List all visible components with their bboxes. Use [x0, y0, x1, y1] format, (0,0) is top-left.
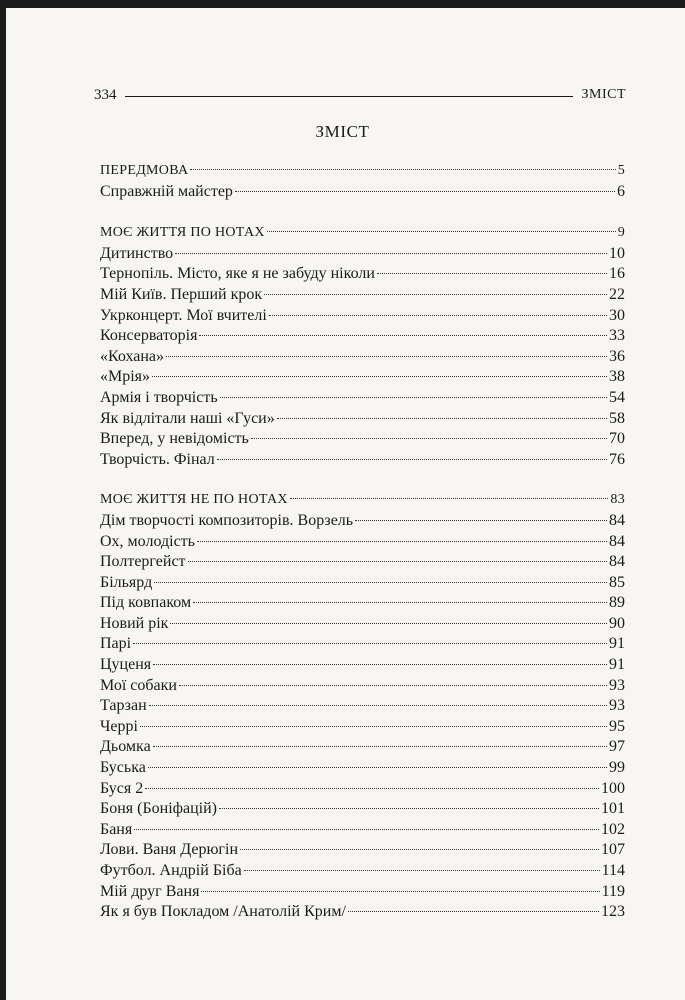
- toc-page-number: 100: [601, 779, 625, 797]
- toc-page-number: 84: [609, 532, 625, 550]
- dot-leader: [199, 335, 607, 336]
- toc-entry-label: Ох, молодість: [100, 532, 195, 550]
- toc-entry-label: Укрконцерт. Мої вчителі: [100, 306, 267, 324]
- running-title: ЗМІСТ: [581, 87, 626, 102]
- page-number: 334: [94, 86, 117, 103]
- toc-page-number: 33: [609, 327, 625, 345]
- toc-part-heading[interactable]: [100, 223, 625, 244]
- dot-leader: [133, 643, 607, 644]
- toc-entry[interactable]: [100, 820, 625, 841]
- toc-entry[interactable]: [100, 347, 625, 368]
- toc-entry[interactable]: [100, 264, 625, 285]
- table-of-contents: [100, 161, 625, 923]
- toc-entry[interactable]: [100, 799, 625, 820]
- running-head: [94, 86, 626, 104]
- dot-leader: [220, 397, 607, 398]
- toc-entry-label: Мої собаки: [100, 676, 177, 694]
- toc-page-number: 107: [601, 841, 625, 859]
- dot-leader: [188, 561, 607, 562]
- toc-entry[interactable]: [100, 285, 625, 306]
- toc-entry[interactable]: [100, 450, 625, 471]
- toc-page-number: 91: [609, 656, 625, 674]
- toc-page-number: 16: [609, 265, 625, 283]
- toc-entry-label: Буська: [100, 759, 146, 777]
- toc-entry-label: Тернопіль. Місто, яке я не забуду ніколи: [100, 265, 375, 283]
- toc-page-number: 101: [601, 800, 625, 818]
- toc-page-number: 93: [609, 676, 625, 694]
- toc-page-number: 102: [601, 820, 625, 838]
- toc-entry-label: Буся 2: [100, 779, 144, 797]
- dot-leader: [377, 273, 607, 274]
- toc-entry-label: Більярд: [100, 573, 153, 591]
- toc-page-number: 83: [610, 492, 625, 508]
- dot-leader: [201, 891, 599, 892]
- dot-leader: [175, 253, 607, 254]
- toc-section: [100, 161, 625, 202]
- toc-entry-label: Тарзан: [100, 697, 147, 715]
- toc-page-number: 99: [609, 759, 625, 777]
- toc-entry-label: ПЕРЕДМОВА: [100, 163, 189, 178]
- dot-leader: [348, 911, 599, 912]
- dot-leader: [240, 849, 599, 850]
- dot-leader: [217, 459, 607, 460]
- toc-entry-label: Справжній майстер: [100, 182, 233, 200]
- toc-page-number: 76: [609, 450, 625, 468]
- toc-page-number: 6: [617, 182, 625, 200]
- toc-part-heading[interactable]: [100, 161, 625, 182]
- toc-entry-label: Консерваторія: [100, 327, 198, 345]
- toc-entry[interactable]: [100, 182, 625, 203]
- dot-leader: [179, 685, 607, 686]
- dot-leader: [134, 829, 599, 830]
- toc-entry-label: Лови. Ваня Дерюгін: [100, 841, 238, 859]
- toc-entry[interactable]: [100, 614, 625, 635]
- toc-entry[interactable]: [100, 717, 625, 738]
- toc-page-number: 90: [609, 614, 625, 632]
- toc-page-number: 58: [609, 409, 625, 427]
- dot-leader: [264, 294, 607, 295]
- toc-page-number: 97: [609, 738, 625, 756]
- toc-page-number: 30: [609, 306, 625, 324]
- toc-entry[interactable]: [100, 326, 625, 347]
- dot-leader: [152, 376, 607, 377]
- toc-page-number: 119: [601, 882, 625, 900]
- toc-page-number: 10: [609, 244, 625, 262]
- toc-entry[interactable]: [100, 655, 625, 676]
- dot-leader: [145, 788, 599, 789]
- toc-page-number: 84: [609, 511, 625, 529]
- dot-leader: [170, 623, 607, 624]
- dot-leader: [219, 808, 599, 809]
- toc-page-number: 36: [609, 347, 625, 365]
- dot-leader: [190, 169, 615, 170]
- toc-entry[interactable]: [100, 861, 625, 882]
- toc-entry-label: «Мрія»: [100, 368, 151, 386]
- dot-leader: [355, 520, 607, 521]
- toc-entry[interactable]: [100, 902, 625, 923]
- toc-entry-label: Черрі: [100, 717, 138, 735]
- toc-entry[interactable]: [100, 388, 625, 409]
- toc-entry[interactable]: [100, 758, 625, 779]
- toc-entry[interactable]: [100, 737, 625, 758]
- toc-entry[interactable]: [100, 552, 625, 573]
- toc-page-number: 84: [609, 553, 625, 571]
- toc-entry-label: Баня: [100, 820, 133, 838]
- toc-entry-label: Творчість. Фінал: [100, 450, 215, 468]
- toc-entry[interactable]: [100, 779, 625, 800]
- toc-entry-label: Цуценя: [100, 656, 152, 674]
- toc-page-number: 114: [601, 862, 625, 879]
- toc-entry[interactable]: [100, 634, 625, 655]
- toc-page-number: 70: [609, 430, 625, 448]
- dot-leader: [277, 418, 607, 419]
- header-rule: [125, 96, 574, 97]
- section-gap: [100, 202, 625, 223]
- dot-leader: [290, 498, 609, 499]
- toc-entry-label: Вперед, у невідомість: [100, 430, 249, 448]
- toc-entry-label: Полтергейст: [100, 553, 186, 571]
- toc-entry-label: МОЄ ЖИТТЯ ПО НОТАХ: [100, 225, 265, 241]
- toc-entry[interactable]: [100, 409, 625, 430]
- dot-leader: [269, 315, 607, 316]
- toc-part-heading[interactable]: [100, 490, 625, 511]
- toc-entry[interactable]: [100, 367, 625, 388]
- toc-entry-label: Дитинство: [100, 244, 174, 262]
- toc-entry[interactable]: [100, 532, 625, 553]
- dot-leader: [235, 191, 615, 192]
- toc-entry-label: Мій друг Ваня: [100, 882, 200, 900]
- dot-leader: [197, 541, 607, 542]
- dot-leader: [140, 726, 607, 727]
- toc-page-number: 54: [609, 388, 625, 406]
- toc-section: [100, 490, 625, 922]
- toc-section: [100, 223, 625, 470]
- toc-entry[interactable]: [100, 573, 625, 594]
- dot-leader: [193, 602, 607, 603]
- toc-entry-label: Парі: [100, 635, 132, 653]
- toc-entry-label: Під ковпаком: [100, 594, 192, 612]
- dot-leader: [251, 438, 607, 439]
- dot-leader: [267, 231, 616, 232]
- toc-page-number: 95: [609, 717, 625, 735]
- dot-leader: [244, 870, 600, 871]
- toc-page-number: 93: [609, 697, 625, 715]
- toc-entry[interactable]: [100, 882, 625, 903]
- toc-title: ЗМІСТ: [315, 122, 370, 141]
- toc-entry-label: Як відлітали наші «Гуси»: [100, 409, 275, 427]
- toc-page-number: 89: [609, 594, 625, 612]
- dot-leader: [149, 705, 607, 706]
- toc-entry[interactable]: [100, 840, 625, 861]
- toc-page-number: 22: [609, 285, 625, 303]
- toc-entry[interactable]: [100, 676, 625, 697]
- dot-leader: [166, 356, 607, 357]
- toc-entry-label: Мій Київ. Перший крок: [100, 285, 263, 303]
- toc-page-number: 123: [601, 903, 625, 921]
- toc-entry[interactable]: [100, 429, 625, 450]
- toc-entry[interactable]: [100, 306, 625, 327]
- toc-entry-label: Боня (Боніфацій): [100, 800, 217, 818]
- toc-entry[interactable]: [100, 696, 625, 717]
- dot-leader: [153, 664, 607, 665]
- toc-entry[interactable]: [100, 593, 625, 614]
- toc-entry-label: «Кохана»: [100, 347, 165, 365]
- toc-entry[interactable]: [100, 511, 625, 532]
- toc-page-number: 5: [617, 163, 625, 178]
- toc-page-number: 9: [617, 225, 625, 241]
- dot-leader: [154, 582, 607, 583]
- toc-entry-label: Футбол. Андрій Біба: [100, 862, 242, 879]
- toc-page-number: 85: [609, 573, 625, 591]
- toc-entry-label: Як я був Покладом /Анатолій Крим/: [100, 903, 346, 921]
- toc-entry[interactable]: [100, 244, 625, 265]
- toc-entry-label: Дьомка: [100, 738, 151, 756]
- dot-leader: [148, 767, 607, 768]
- toc-entry-label: Армія і творчість: [100, 388, 218, 406]
- section-gap: [100, 470, 625, 490]
- dot-leader: [153, 746, 607, 747]
- toc-page-number: 38: [609, 368, 625, 386]
- toc-page-number: 91: [609, 635, 625, 653]
- toc-entry-label: Дім творчості композиторів. Ворзель: [100, 511, 354, 529]
- toc-entry-label: МОЄ ЖИТТЯ НЕ ПО НОТАХ: [100, 492, 288, 508]
- toc-entry-label: Новий рік: [100, 614, 169, 632]
